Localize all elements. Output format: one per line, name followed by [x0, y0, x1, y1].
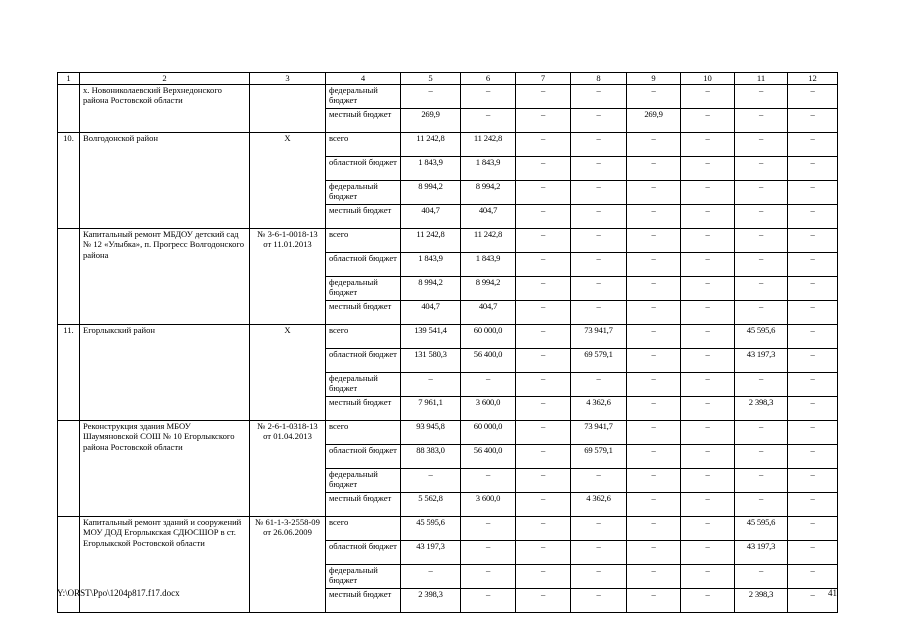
amount-cell: –	[788, 564, 838, 588]
amount-cell: 1 843,9	[461, 252, 516, 276]
amount-cell: –	[627, 516, 681, 540]
amount-cell: 1 843,9	[401, 156, 461, 180]
amount-cell: –	[571, 372, 627, 396]
amount-cell: 93 945,8	[401, 420, 461, 444]
funding-source: местный бюджет	[326, 588, 401, 612]
amount-cell: –	[627, 228, 681, 252]
amount-cell: –	[788, 588, 838, 612]
amount-cell: –	[735, 84, 788, 108]
funding-source: всего	[326, 420, 401, 444]
amount-cell: –	[461, 108, 516, 132]
column-number: 10	[681, 73, 735, 85]
amount-cell: –	[571, 252, 627, 276]
amount-cell: –	[735, 156, 788, 180]
amount-cell: 404,7	[401, 204, 461, 228]
amount-cell: –	[627, 180, 681, 204]
amount-cell: 43 197,3	[401, 540, 461, 564]
amount-cell: 2 398,3	[401, 588, 461, 612]
amount-cell: 3 600,0	[461, 492, 516, 516]
amount-cell: –	[461, 372, 516, 396]
table-row	[58, 228, 838, 252]
column-number-row	[58, 73, 838, 85]
amount-cell: –	[627, 84, 681, 108]
amount-cell: –	[627, 588, 681, 612]
amount-cell: –	[735, 564, 788, 588]
amount-cell: –	[401, 564, 461, 588]
amount-cell: –	[788, 108, 838, 132]
amount-cell: –	[571, 300, 627, 324]
amount-cell: –	[788, 348, 838, 372]
amount-cell: –	[735, 372, 788, 396]
amount-cell: 404,7	[401, 300, 461, 324]
object-name: Капитальный ремонт МБДОУ детский сад № 12 «Улыбка», п. Прогресс Волгодонского района	[80, 228, 250, 324]
amount-cell: –	[516, 396, 571, 420]
amount-cell: –	[571, 540, 627, 564]
amount-cell: –	[788, 180, 838, 204]
expertise-document: X	[250, 324, 326, 420]
amount-cell: –	[788, 156, 838, 180]
amount-cell: –	[788, 228, 838, 252]
expertise-document	[250, 84, 326, 132]
amount-cell: –	[735, 180, 788, 204]
amount-cell: 56 400,0	[461, 348, 516, 372]
funding-source: федеральный бюджет	[326, 468, 401, 492]
amount-cell: –	[461, 468, 516, 492]
funding-source: федеральный бюджет	[326, 84, 401, 108]
amount-cell: –	[681, 396, 735, 420]
amount-cell: –	[627, 492, 681, 516]
amount-cell: –	[788, 300, 838, 324]
object-name: Капитальный ремонт зданий и сооружений МОУ ДОД Егорлыкская СДЮСШОР в ст. Егорлыкской Ростовской области	[80, 516, 250, 612]
amount-cell: –	[516, 252, 571, 276]
amount-cell: –	[516, 84, 571, 108]
row-number: 10.	[58, 132, 80, 228]
amount-cell: –	[516, 420, 571, 444]
file-path: Y:\ORST\Ppo\1204p817.f17.docx	[57, 588, 180, 598]
object-name: х. Новониколаевский Верхнедонского района Ростовской области	[80, 84, 250, 132]
amount-cell: –	[681, 588, 735, 612]
amount-cell: –	[681, 444, 735, 468]
amount-cell: 45 595,6	[401, 516, 461, 540]
amount-cell: –	[571, 516, 627, 540]
amount-cell: –	[681, 420, 735, 444]
amount-cell: 11 242,8	[401, 228, 461, 252]
amount-cell: –	[401, 372, 461, 396]
amount-cell: –	[735, 444, 788, 468]
amount-cell: –	[681, 84, 735, 108]
amount-cell: –	[735, 108, 788, 132]
amount-cell: –	[401, 468, 461, 492]
funding-source: областной бюджет	[326, 348, 401, 372]
funding-source: федеральный бюджет	[326, 180, 401, 204]
amount-cell: 1 843,9	[401, 252, 461, 276]
amount-cell: –	[627, 372, 681, 396]
funding-source: всего	[326, 516, 401, 540]
amount-cell: 4 362,6	[571, 396, 627, 420]
column-number: 4	[326, 73, 401, 85]
amount-cell: 8 994,2	[401, 180, 461, 204]
amount-cell: –	[627, 300, 681, 324]
funding-source: местный бюджет	[326, 492, 401, 516]
expertise-document: № 61-1-3-2558-09 от 26.06.2009	[250, 516, 326, 612]
amount-cell: –	[788, 468, 838, 492]
column-number: 2	[80, 73, 250, 85]
column-number: 5	[401, 73, 461, 85]
row-number: 11.	[58, 324, 80, 420]
amount-cell: –	[627, 204, 681, 228]
amount-cell: –	[735, 468, 788, 492]
expertise-document: № 2-6-1-0318-13 от 01.04.2013	[250, 420, 326, 516]
expertise-document: X	[250, 132, 326, 228]
amount-cell: –	[571, 228, 627, 252]
amount-cell: 8 994,2	[461, 180, 516, 204]
amount-cell: –	[788, 540, 838, 564]
table-row	[58, 132, 838, 156]
amount-cell: –	[461, 564, 516, 588]
object-name: Волгодонской район	[80, 132, 250, 228]
amount-cell: –	[788, 84, 838, 108]
amount-cell: –	[788, 420, 838, 444]
amount-cell: –	[788, 516, 838, 540]
amount-cell: –	[627, 396, 681, 420]
column-number: 7	[516, 73, 571, 85]
amount-cell: 60 000,0	[461, 420, 516, 444]
amount-cell: 56 400,0	[461, 444, 516, 468]
amount-cell: –	[516, 276, 571, 300]
amount-cell: –	[571, 156, 627, 180]
amount-cell: 69 579,1	[571, 444, 627, 468]
amount-cell: –	[735, 276, 788, 300]
row-number	[58, 84, 80, 132]
amount-cell: –	[681, 492, 735, 516]
amount-cell: –	[627, 252, 681, 276]
amount-cell: –	[516, 588, 571, 612]
amount-cell: –	[571, 132, 627, 156]
amount-cell: 8 994,2	[401, 276, 461, 300]
amount-cell: –	[627, 540, 681, 564]
amount-cell: 11 242,8	[461, 228, 516, 252]
amount-cell: 139 541,4	[401, 324, 461, 348]
column-number: 12	[788, 73, 838, 85]
funding-source: местный бюджет	[326, 204, 401, 228]
amount-cell: 2 398,3	[735, 588, 788, 612]
funding-source: местный бюджет	[326, 396, 401, 420]
amount-cell: –	[516, 468, 571, 492]
amount-cell: –	[788, 444, 838, 468]
amount-cell: 69 579,1	[571, 348, 627, 372]
amount-cell: 131 580,3	[401, 348, 461, 372]
amount-cell: –	[788, 132, 838, 156]
amount-cell: –	[627, 468, 681, 492]
amount-cell: –	[516, 204, 571, 228]
amount-cell: 4 362,6	[571, 492, 627, 516]
expertise-document: № 3-6-1-0018-13 от 11.01.2013	[250, 228, 326, 324]
amount-cell: –	[735, 228, 788, 252]
amount-cell: –	[401, 84, 461, 108]
amount-cell: 43 197,3	[735, 540, 788, 564]
amount-cell: –	[461, 516, 516, 540]
amount-cell: –	[516, 444, 571, 468]
amount-cell: –	[516, 372, 571, 396]
amount-cell: 404,7	[461, 300, 516, 324]
funding-source: областной бюджет	[326, 444, 401, 468]
funding-source: федеральный бюджет	[326, 276, 401, 300]
table-row	[58, 516, 838, 540]
budget-table	[57, 72, 838, 613]
funding-source: федеральный бюджет	[326, 564, 401, 588]
amount-cell: –	[571, 84, 627, 108]
amount-cell: –	[788, 252, 838, 276]
amount-cell: –	[681, 132, 735, 156]
column-number: 6	[461, 73, 516, 85]
amount-cell: 7 961,1	[401, 396, 461, 420]
amount-cell: –	[681, 348, 735, 372]
amount-cell: –	[681, 108, 735, 132]
table-row	[58, 420, 838, 444]
amount-cell: –	[681, 228, 735, 252]
amount-cell: –	[681, 276, 735, 300]
amount-cell: –	[461, 84, 516, 108]
amount-cell: –	[627, 156, 681, 180]
amount-cell: –	[516, 228, 571, 252]
amount-cell: –	[627, 444, 681, 468]
amount-cell: 11 242,8	[401, 132, 461, 156]
amount-cell: 60 000,0	[461, 324, 516, 348]
amount-cell: 45 595,6	[735, 324, 788, 348]
amount-cell: –	[788, 276, 838, 300]
column-number: 1	[58, 73, 80, 85]
amount-cell: –	[681, 204, 735, 228]
amount-cell: –	[681, 324, 735, 348]
amount-cell: –	[627, 564, 681, 588]
funding-source: всего	[326, 132, 401, 156]
amount-cell: –	[681, 564, 735, 588]
amount-cell: –	[516, 348, 571, 372]
amount-cell: –	[571, 564, 627, 588]
amount-cell: –	[461, 540, 516, 564]
amount-cell: –	[571, 468, 627, 492]
amount-cell: –	[516, 156, 571, 180]
table-row	[58, 84, 838, 108]
row-number	[58, 228, 80, 324]
amount-cell: –	[788, 372, 838, 396]
amount-cell: –	[516, 180, 571, 204]
amount-cell: –	[735, 420, 788, 444]
column-number: 3	[250, 73, 326, 85]
amount-cell: –	[461, 588, 516, 612]
amount-cell: –	[735, 252, 788, 276]
amount-cell: –	[571, 276, 627, 300]
amount-cell: –	[627, 276, 681, 300]
funding-source: всего	[326, 324, 401, 348]
amount-cell: –	[788, 396, 838, 420]
amount-cell: –	[627, 132, 681, 156]
amount-cell: –	[735, 132, 788, 156]
amount-cell: –	[788, 204, 838, 228]
amount-cell: –	[571, 108, 627, 132]
amount-cell: –	[516, 324, 571, 348]
amount-cell: –	[516, 492, 571, 516]
funding-source: областной бюджет	[326, 540, 401, 564]
column-number: 9	[627, 73, 681, 85]
table-row	[58, 324, 838, 348]
funding-source: федеральный бюджет	[326, 372, 401, 396]
funding-source: местный бюджет	[326, 300, 401, 324]
funding-source: местный бюджет	[326, 108, 401, 132]
amount-cell: –	[681, 156, 735, 180]
amount-cell: –	[627, 348, 681, 372]
amount-cell: –	[735, 492, 788, 516]
amount-cell: 45 595,6	[735, 516, 788, 540]
amount-cell: –	[681, 252, 735, 276]
amount-cell: –	[788, 492, 838, 516]
amount-cell: 2 398,3	[735, 396, 788, 420]
amount-cell: 8 994,2	[461, 276, 516, 300]
amount-cell: –	[627, 324, 681, 348]
amount-cell: 404,7	[461, 204, 516, 228]
amount-cell: 1 843,9	[461, 156, 516, 180]
amount-cell: –	[735, 300, 788, 324]
amount-cell: –	[516, 516, 571, 540]
column-number: 8	[571, 73, 627, 85]
amount-cell: –	[571, 204, 627, 228]
amount-cell: –	[681, 468, 735, 492]
amount-cell: –	[681, 180, 735, 204]
object-name: Егорлыкский район	[80, 324, 250, 420]
amount-cell: 269,9	[627, 108, 681, 132]
amount-cell: –	[681, 516, 735, 540]
amount-cell: –	[516, 132, 571, 156]
amount-cell: 5 562,8	[401, 492, 461, 516]
amount-cell: –	[681, 300, 735, 324]
amount-cell: 73 941,7	[571, 324, 627, 348]
page-number: 41	[828, 588, 837, 598]
amount-cell: –	[627, 420, 681, 444]
amount-cell: 3 600,0	[461, 396, 516, 420]
amount-cell: 43 197,3	[735, 348, 788, 372]
amount-cell: –	[571, 588, 627, 612]
amount-cell: –	[516, 564, 571, 588]
funding-source: областной бюджет	[326, 252, 401, 276]
amount-cell: –	[571, 180, 627, 204]
funding-source: всего	[326, 228, 401, 252]
amount-cell: –	[735, 204, 788, 228]
amount-cell: –	[516, 108, 571, 132]
amount-cell: –	[681, 372, 735, 396]
amount-cell: 73 941,7	[571, 420, 627, 444]
row-number	[58, 420, 80, 516]
amount-cell: 88 383,0	[401, 444, 461, 468]
amount-cell: –	[681, 540, 735, 564]
amount-cell: –	[516, 540, 571, 564]
column-number: 11	[735, 73, 788, 85]
object-name: Реконструкция здания МБОУ Шаумяновской СОШ № 10 Егорлыкского района Ростовской области	[80, 420, 250, 516]
funding-source: областной бюджет	[326, 156, 401, 180]
amount-cell: 269,9	[401, 108, 461, 132]
amount-cell: –	[788, 324, 838, 348]
amount-cell: –	[516, 300, 571, 324]
amount-cell: 11 242,8	[461, 132, 516, 156]
